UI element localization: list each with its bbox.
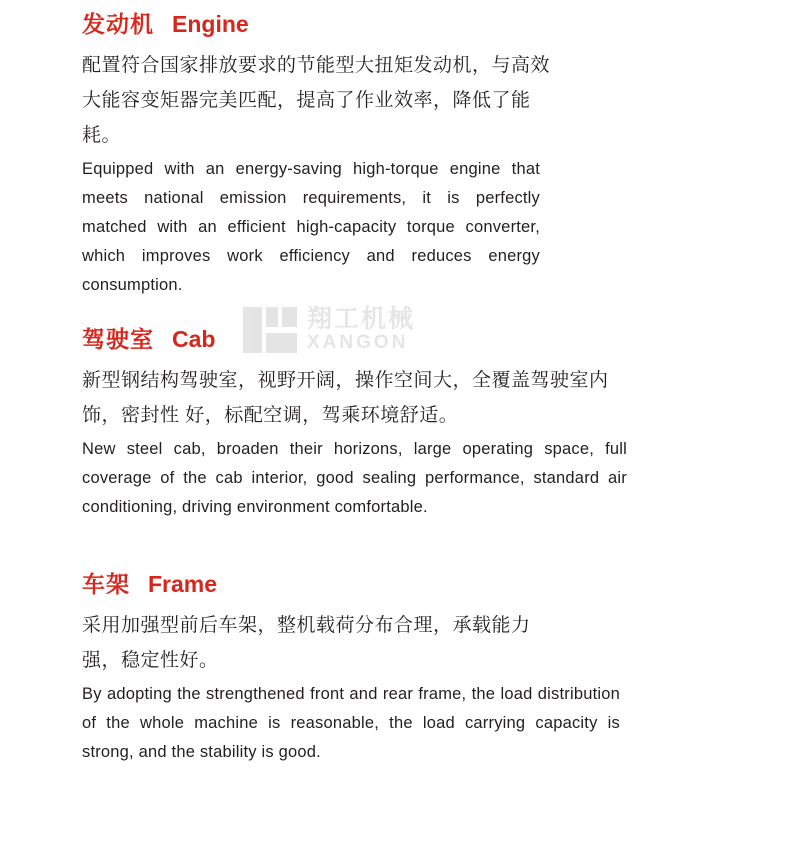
section-cab-heading: [82, 325, 642, 355]
section-engine-heading-en: Engine: [172, 11, 249, 37]
section-engine-body-cn: 配置符合国家排放要求的节能型大扭矩发动机，与高效大能容变矩器完美匹配，提高了作业效率，降低了能耗。: [82, 54, 551, 146]
section-frame: [82, 570, 642, 767]
watermark-en: XANGON: [307, 332, 409, 354]
section-frame-body-cn: 采用加强型前后车架，整机载荷分布合理，承载能力强，稳定性好。: [82, 614, 531, 671]
section-engine-heading: [82, 10, 642, 40]
section-frame-heading-cn: 车架: [82, 571, 130, 597]
section-frame-body-en: By adopting the strengthened front and rear frame, the load distribution of the whole machine is reasonable, the load carrying capacity is strong, and the stability is good.: [82, 684, 620, 761]
watermark-cn: 翔工机械: [307, 304, 416, 333]
section-cab-body-en: New steel cab, broaden their horizons, large operating space, full coverage of the cab interior, good sealing performance, standard air conditioning, driving environment comfortable.: [82, 439, 627, 516]
section-cab-heading-en: Cab: [172, 326, 216, 352]
section-frame-heading: [82, 570, 642, 600]
section-cab: [82, 325, 642, 522]
section-cab-body-cn: 新型钢结构驾驶室，视野开阔，操作空间大，全覆盖驾驶室内饰，密封性 好，标配空调，驾乘环境舒适。: [82, 369, 609, 426]
section-frame-heading-en: Frame: [148, 571, 218, 597]
section-engine-body-en: Equipped with an energy-saving high-torque engine that meets national emission requirements, it is perfectly matched with an efficient high-capacity torque converter, which improves work efficiency and reduces energy consumption.: [82, 159, 540, 294]
section-engine: [82, 10, 642, 300]
section-engine-heading-cn: 发动机: [82, 11, 154, 37]
section-cab-heading-cn: 驾驶室: [82, 326, 154, 352]
